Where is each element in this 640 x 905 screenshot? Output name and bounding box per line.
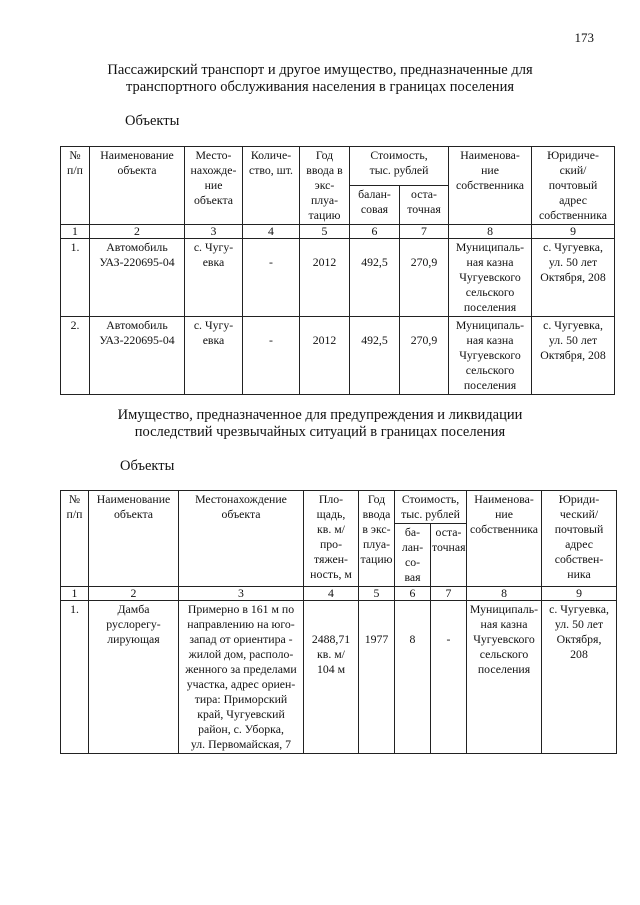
column-number: 5: [300, 225, 350, 239]
cell-address: с. Чугуевка, ул. 50 лет Октября, 208: [532, 317, 615, 395]
cell-owner: Муниципаль- ная казна Чугуевского сельского поселения: [449, 239, 532, 317]
column-number: 4: [243, 225, 300, 239]
header-year: Год ввода в экс- плуа- тацию: [359, 491, 395, 587]
cell-location: Примерно в 161 м по направлению на юго- запад от ориентира - жилой дом, располо- женного за пределами участка, адрес ориен- тира: Приморский край, Чугуевский район, с. Уборка, ул. Первомайская, 7: [179, 601, 304, 754]
header-cost: Стоимость, тыс. рублей: [350, 147, 449, 186]
header-cost-residual: оста- точная: [400, 186, 449, 225]
column-number: 1: [61, 225, 90, 239]
column-number: 3: [179, 587, 304, 601]
section1-table: [60, 146, 615, 395]
section2-title-line1: Имущество, предназначенное для предупреждения и ликвидации: [117, 407, 523, 423]
header-cost-book: балан- совая: [350, 186, 400, 225]
cell-quantity: -: [243, 239, 300, 317]
cell-name: Дамба руслорегу- лирующая: [89, 601, 179, 754]
cell-name: Автомобиль УАЗ-220695-04: [90, 239, 185, 317]
column-number: 9: [532, 225, 615, 239]
section2-subtitle: Объекты: [120, 458, 175, 474]
cell-num: 1.: [61, 601, 89, 754]
cell-name: Автомобиль УАЗ-220695-04: [90, 317, 185, 395]
header-address: Юридиче- ский/ почтовый адрес собственника: [532, 147, 615, 225]
header-name: Наименование объекта: [89, 491, 179, 587]
cell-cost-book: 8: [395, 601, 431, 754]
column-number: 6: [395, 587, 431, 601]
column-number: 7: [400, 225, 449, 239]
cell-owner: Муниципаль- ная казна Чугуевского сельского поселения: [467, 601, 542, 754]
table-header-row: [61, 147, 615, 186]
section1-title-line1: Пассажирский транспорт и другое имущество, предназначенные для: [107, 62, 533, 78]
section1-title-line2: транспортного обслуживания населения в границах поселения: [125, 79, 515, 95]
column-number: 2: [90, 225, 185, 239]
column-number: 2: [89, 587, 179, 601]
cell-cost-residual: -: [431, 601, 467, 754]
column-number: 7: [431, 587, 467, 601]
table-row: [61, 317, 615, 395]
header-owner: Наименова- ние собственника: [449, 147, 532, 225]
section2-table: [60, 490, 617, 754]
column-numbers-row: [61, 225, 615, 239]
header-cost: Стоимость, тыс. рублей: [395, 491, 467, 524]
header-owner: Наименова- ние собственника: [467, 491, 542, 587]
column-number: 1: [61, 587, 89, 601]
section1-subtitle: Объекты: [125, 113, 180, 129]
column-number: 8: [449, 225, 532, 239]
column-number: 5: [359, 587, 395, 601]
column-numbers-row: [61, 587, 617, 601]
header-area: Пло- щадь, кв. м/ про- тяжен- ность, м: [304, 491, 359, 587]
section2-title: [0, 407, 640, 441]
cell-year: 2012: [300, 239, 350, 317]
column-number: 9: [542, 587, 617, 601]
table-row: [61, 239, 615, 317]
cell-address: с. Чугуевка, ул. 50 лет Октября, 208: [542, 601, 617, 754]
section2-title-line2: последствий чрезвычайных ситуаций в границах поселения: [134, 424, 506, 440]
column-number: 4: [304, 587, 359, 601]
section1-title: [0, 62, 640, 96]
cell-location: с. Чугу- евка: [185, 239, 243, 317]
header-address: Юриди- ческий/ почтовый адрес собствен- ника: [542, 491, 617, 587]
cell-address: с. Чугуевка, ул. 50 лет Октября, 208: [532, 239, 615, 317]
column-number: 6: [350, 225, 400, 239]
cell-quantity: -: [243, 317, 300, 395]
header-num: № п/п: [61, 147, 90, 225]
header-location: Местонахождение объекта: [179, 491, 304, 587]
cell-cost-book: 492,5: [350, 317, 400, 395]
cell-cost-book: 492,5: [350, 239, 400, 317]
table-header-row: [61, 491, 617, 524]
column-number: 8: [467, 587, 542, 601]
header-cost-book: ба- лан- со- вая: [395, 524, 431, 587]
header-name: Наименование объекта: [90, 147, 185, 225]
header-num: № п/п: [61, 491, 89, 587]
column-number: 3: [185, 225, 243, 239]
cell-cost-residual: 270,9: [400, 239, 449, 317]
cell-num: 1.: [61, 239, 90, 317]
cell-num: 2.: [61, 317, 90, 395]
cell-owner: Муниципаль- ная казна Чугуевского сельского поселения: [449, 317, 532, 395]
cell-year: 1977: [359, 601, 395, 754]
cell-year: 2012: [300, 317, 350, 395]
page-number: 173: [574, 30, 594, 45]
header-location: Место- нахожде- ние объекта: [185, 147, 243, 225]
table-row: [61, 601, 617, 754]
cell-area: 2488,71 кв. м/ 104 м: [304, 601, 359, 754]
header-cost-residual: оста- точная: [431, 524, 467, 587]
cell-location: с. Чугу- евка: [185, 317, 243, 395]
cell-cost-residual: 270,9: [400, 317, 449, 395]
header-year: Год ввода в экс- плуа- тацию: [300, 147, 350, 225]
header-quantity: Количе- ство, шт.: [243, 147, 300, 225]
